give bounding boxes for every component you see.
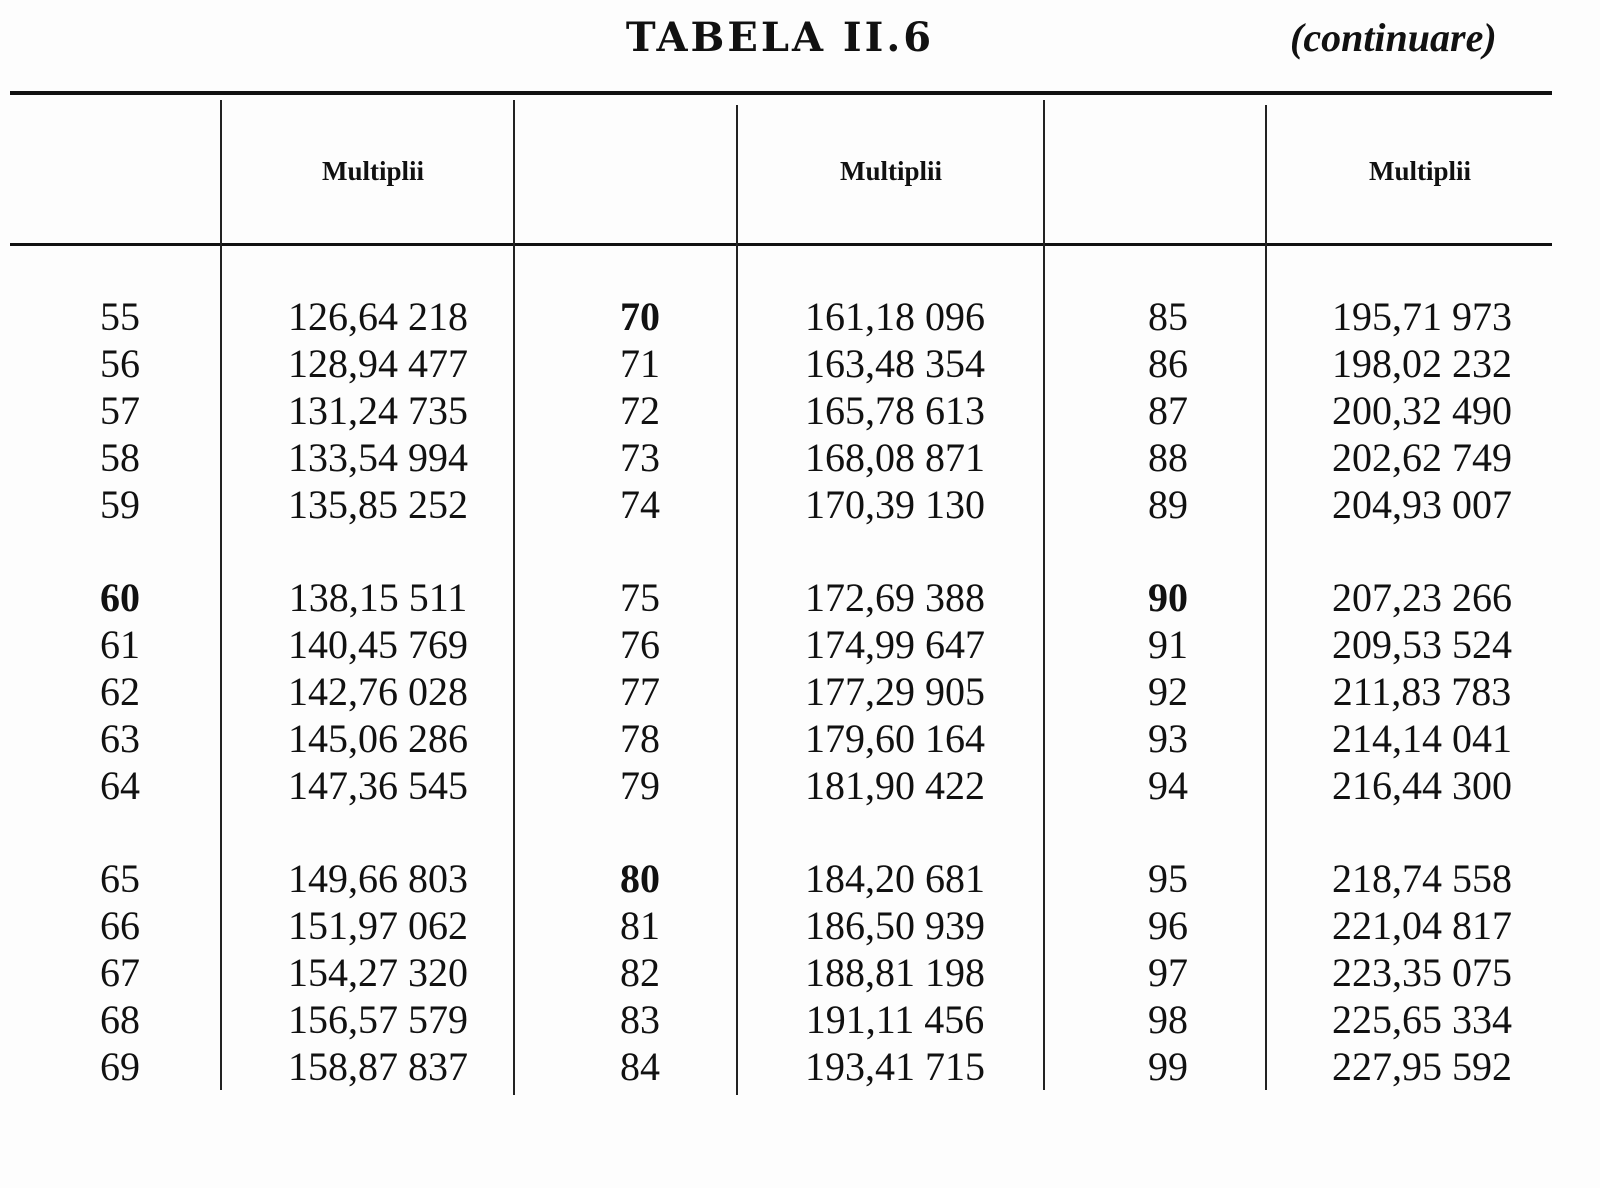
row-number: 85 xyxy=(1148,294,1188,339)
multiple-value: 135,85 252 xyxy=(288,482,468,527)
multiple-value: 227,95 592 xyxy=(1332,1044,1512,1089)
row-number: 70 xyxy=(620,294,660,339)
row-number: 76 xyxy=(620,622,660,667)
row-number: 89 xyxy=(1148,482,1188,527)
multiple-value: 149,66 803 xyxy=(288,856,468,901)
multiple-value: 156,57 579 xyxy=(288,997,468,1042)
row-number: 80 xyxy=(620,856,660,901)
row-number: 65 xyxy=(100,856,140,901)
multiple-value: 209,53 524 xyxy=(1332,622,1512,667)
row-number: 88 xyxy=(1148,435,1188,480)
row-number: 91 xyxy=(1148,622,1188,667)
multiple-value: 128,94 477 xyxy=(288,341,468,386)
multiple-value: 214,14 041 xyxy=(1332,716,1512,761)
multiple-value: 126,64 218 xyxy=(288,294,468,339)
multiple-value: 177,29 905 xyxy=(805,669,985,714)
multiple-value: 200,32 490 xyxy=(1332,388,1512,433)
row-number: 82 xyxy=(620,950,660,995)
multiple-value: 138,15 511 xyxy=(288,575,468,620)
multiple-value: 145,06 286 xyxy=(288,716,468,761)
header-multiplii: Multiplii xyxy=(1368,156,1471,186)
multiple-value: 211,83 783 xyxy=(1332,669,1512,714)
row-number: 63 xyxy=(100,716,140,761)
header-rule xyxy=(10,243,1552,246)
multiple-value: 179,60 164 xyxy=(805,716,985,761)
multiple-value: 191,11 456 xyxy=(805,997,985,1042)
multiple-value: 147,36 545 xyxy=(288,763,468,808)
row-number: 75 xyxy=(620,575,660,620)
multiple-value: 174,99 647 xyxy=(805,622,985,667)
top-rule xyxy=(10,91,1552,95)
row-number: 74 xyxy=(620,482,660,527)
multiple-value: 165,78 613 xyxy=(805,388,985,433)
multiple-value: 140,45 769 xyxy=(288,622,468,667)
multiple-value: 198,02 232 xyxy=(1332,341,1512,386)
multiple-value: 207,23 266 xyxy=(1332,575,1512,620)
table-title: TABELA II.6 xyxy=(625,14,935,61)
multiple-value: 131,24 735 xyxy=(288,388,468,433)
row-number: 66 xyxy=(100,903,140,948)
multiple-value: 223,35 075 xyxy=(1332,950,1512,995)
multiple-value: 184,20 681 xyxy=(805,856,985,901)
row-number: 78 xyxy=(620,716,660,761)
row-number: 64 xyxy=(100,763,140,808)
row-number: 98 xyxy=(1148,997,1188,1042)
row-number: 61 xyxy=(100,622,140,667)
multiple-value: 154,27 320 xyxy=(288,950,468,995)
row-number: 90 xyxy=(1148,575,1188,620)
multiple-value: 133,54 994 xyxy=(288,435,468,480)
row-number: 87 xyxy=(1148,388,1188,433)
multiple-value: 168,08 871 xyxy=(805,435,985,480)
row-number: 59 xyxy=(100,482,140,527)
row-number: 81 xyxy=(620,903,660,948)
multiple-value: 204,93 007 xyxy=(1332,482,1512,527)
row-number: 86 xyxy=(1148,341,1188,386)
row-number: 60 xyxy=(100,575,140,620)
row-number: 95 xyxy=(1148,856,1188,901)
multiple-value: 163,48 354 xyxy=(805,341,985,386)
multiple-value: 186,50 939 xyxy=(805,903,985,948)
row-number: 62 xyxy=(100,669,140,714)
multiple-value: 170,39 130 xyxy=(805,482,985,527)
multiple-value: 216,44 300 xyxy=(1332,763,1512,808)
multiple-value: 221,04 817 xyxy=(1332,903,1512,948)
multiple-value: 225,65 334 xyxy=(1332,997,1512,1042)
row-number: 99 xyxy=(1148,1044,1188,1089)
row-number: 92 xyxy=(1148,669,1188,714)
row-number: 83 xyxy=(620,997,660,1042)
row-number: 69 xyxy=(100,1044,140,1089)
multiple-value: 188,81 198 xyxy=(805,950,985,995)
multiple-value: 172,69 388 xyxy=(805,575,985,620)
row-number: 56 xyxy=(100,341,140,386)
row-number: 77 xyxy=(620,669,660,714)
row-number: 93 xyxy=(1148,716,1188,761)
continuation-label: (continuare) xyxy=(1290,15,1497,60)
multiple-value: 195,71 973 xyxy=(1332,294,1512,339)
header-multiplii: Multiplii xyxy=(321,156,424,186)
row-number: 67 xyxy=(100,950,140,995)
row-number: 58 xyxy=(100,435,140,480)
row-number: 84 xyxy=(620,1044,660,1089)
header-multiplii: Multiplii xyxy=(839,156,942,186)
row-number: 55 xyxy=(100,294,140,339)
multiple-value: 142,76 028 xyxy=(288,669,468,714)
multiple-value: 181,90 422 xyxy=(805,763,985,808)
row-number: 94 xyxy=(1148,763,1188,808)
row-number: 73 xyxy=(620,435,660,480)
multiple-value: 193,41 715 xyxy=(805,1044,985,1089)
multiple-value: 218,74 558 xyxy=(1332,856,1512,901)
row-number: 72 xyxy=(620,388,660,433)
multiple-value: 202,62 749 xyxy=(1332,435,1512,480)
row-number: 57 xyxy=(100,388,140,433)
row-number: 68 xyxy=(100,997,140,1042)
multiple-value: 158,87 837 xyxy=(288,1044,468,1089)
row-number: 71 xyxy=(620,341,660,386)
row-number: 97 xyxy=(1148,950,1188,995)
row-number: 96 xyxy=(1148,903,1188,948)
row-number: 79 xyxy=(620,763,660,808)
multiple-value: 151,97 062 xyxy=(288,903,468,948)
multiple-value: 161,18 096 xyxy=(805,294,985,339)
